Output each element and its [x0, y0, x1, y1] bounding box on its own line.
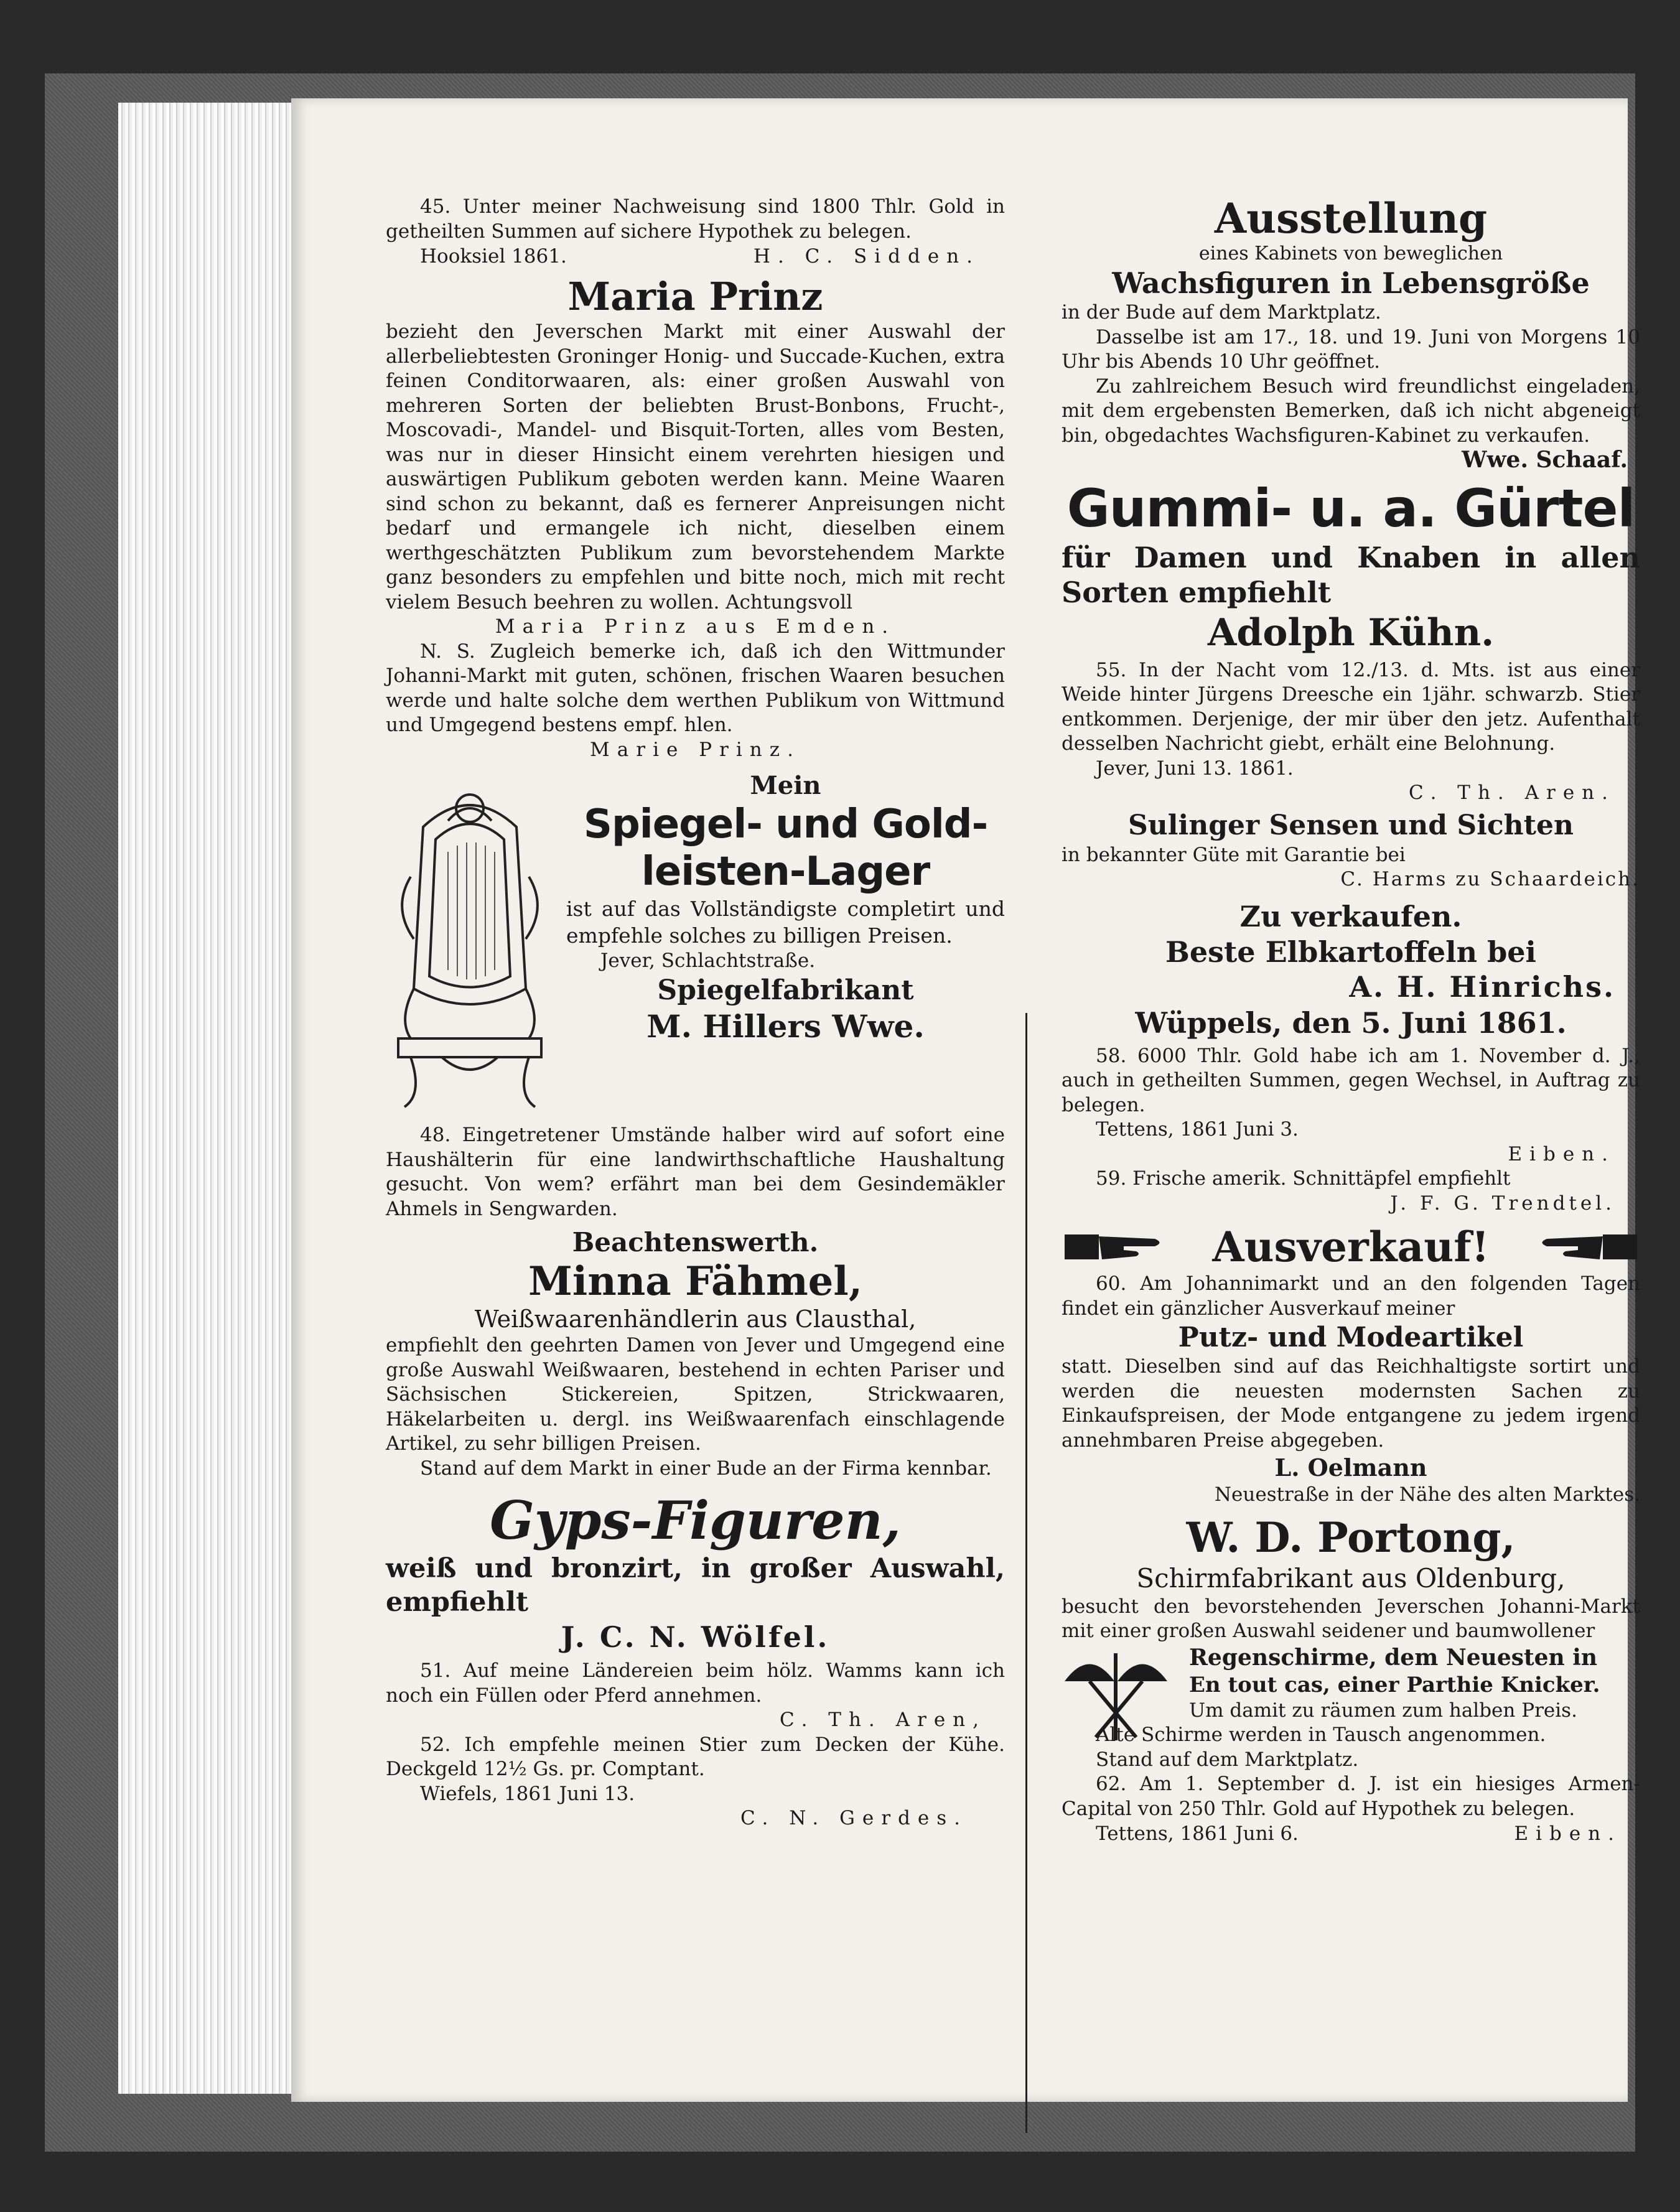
ausstellung-signer: Wwe. Schaaf. — [1462, 447, 1628, 473]
left-column — [386, 195, 1005, 1831]
ad-45-place: Hooksiel 1861. — [420, 245, 567, 268]
hillers-body: ist auf das Vollständigste completirt und empfehle solches zu billigen Preisen. — [566, 897, 1005, 948]
ausstellung-sub-1: eines Kabinets von beweglichen — [1198, 243, 1503, 264]
ausstellung-sub-2: Wachsfiguren in Lebensgröße — [1112, 266, 1590, 300]
sulinger-body: in bekannter Güte mit Garantie bei — [1062, 843, 1406, 866]
maria-prinz-ns-signer: Marie Prinz. — [590, 738, 801, 761]
faehmel-stand: Stand auf dem Markt in einer Bude an der Firma kennbar. — [420, 1457, 992, 1480]
verkaufen-place: Wüppels, den 5. Juni 1861. — [1135, 1006, 1567, 1040]
faehmel-kicker: Beachtenswerth. — [572, 1227, 819, 1258]
ad-58 — [1062, 1044, 1640, 1167]
ad-hillers — [386, 771, 1005, 1119]
guertel-title: Gummi- u. a. Gürtel — [1066, 477, 1635, 539]
gyps-name: J. C. N. Wölfel. — [561, 1620, 830, 1654]
ausverkauf-bold-1: Putz- und Modeartikel — [1178, 1322, 1524, 1353]
portong-title: W. D. Portong, — [1186, 1513, 1516, 1562]
right-column — [1062, 195, 1640, 1846]
hillers-title-1: Spiegel- und Gold- — [583, 801, 988, 847]
portong-body: besucht den bevorstehenden Jeverschen Johanni-Markt mit einer großen Auswahl seidener und baumwollener — [1062, 1595, 1640, 1642]
faehmel-subtitle: Weißwaarenhändlerin aus Clausthal, — [474, 1305, 917, 1333]
hillers-title-2: leisten-Lager — [641, 849, 930, 895]
ad-ausstellung — [1062, 195, 1640, 473]
ad-52-place: Wiefels, 1861 Juni 13. — [420, 1782, 635, 1805]
ausverkauf-body-a: 60. Am Johannimarkt und an den folgenden Tagen findet ein gänzlicher Ausverkauf meiner — [1062, 1272, 1640, 1320]
verkaufen-line: Beste Elbkartoffeln bei — [1165, 935, 1536, 969]
verkaufen-title: Zu verkaufen. — [1239, 899, 1462, 933]
portong-sub: Schirmfabrikant aus Oldenburg, — [1136, 1562, 1566, 1594]
hillers-name: M. Hillers Wwe. — [646, 1007, 925, 1045]
ad-maria-prinz — [386, 274, 1005, 762]
portong-regen: Regenschirme, dem Neuesten in — [1189, 1644, 1598, 1671]
ausstellung-title: Ausstellung — [1214, 194, 1488, 243]
pointing-hand-right-icon — [1062, 1225, 1167, 1269]
ad-51-text: 51. Auf meine Ländereien beim hölz. Wamms kann ich noch ein Füllen oder Pferd annehmen. — [386, 1659, 1005, 1707]
ad-ausverkauf — [1062, 1222, 1640, 1508]
ad-59-signer: J. F. G. Trendtel. — [1390, 1192, 1615, 1215]
guertel-sub: für Damen und Knaben in allen Sorten empfiehlt — [1062, 540, 1640, 609]
verkaufen-name: A. H. Hinrichs. — [1349, 969, 1615, 1004]
maria-prinz-signer: Maria Prinz aus Emden. — [495, 615, 896, 638]
ad-55-signer: C. Th. Aren. — [1408, 782, 1615, 804]
page-edges — [118, 103, 300, 2094]
ad-52-text: 52. Ich empfehle meinen Stier zum Decken der Kühe. Deckgeld 12½ Gs. pr. Comptant. — [386, 1733, 1005, 1780]
ad-58-signer: Eiben. — [1508, 1142, 1615, 1165]
ad-55 — [1062, 658, 1640, 806]
hillers-mein: Mein — [750, 771, 821, 800]
portong-entout: En tout cas, einer Parthie Knicker. — [1189, 1672, 1600, 1697]
ad-45-text: 45. Unter meiner Nachweisung sind 1800 Thlr. Gold in getheilten Summen auf sichere Hypothek zu belegen. — [386, 195, 1005, 243]
ad-52 — [386, 1733, 1005, 1831]
portong-line-3: Stand auf dem Marktplatz. — [1096, 1748, 1359, 1771]
ad-45 — [386, 195, 1005, 269]
ad-62-place: Tettens, 1861 Juni 6. — [1096, 1822, 1299, 1845]
pointing-hand-left-icon — [1534, 1225, 1640, 1269]
maria-prinz-body: bezieht den Jeverschen Markt mit einer Auswahl der allerbeliebtesten Groninger Honig- und Succade-Kuchen, extra feinen Conditorwaaren, als: einer großen Auswahl von mehreren Sorten der beliebten Brust-Bonbons, Frucht-, Moscovadi-, Mandel- und Bisquit-Torten, alles vom Besten, was nur in dieser Hinsicht einem verehrten hiesigen und auswärtigen Publikum geboten werden kann. Meine Waaren sind schon zu bekannt, daß es fernerer Anpreisungen nicht bedarf und ermangele ich nicht, dieselben einem werthgeschätzten Publikum zum bevorstehendem Markte ganz besonders zu empfehlen und bitte noch, mich mit recht vielem Besuch beehren zu wollen. Achtungsvoll — [386, 320, 1005, 614]
ad-verkaufen — [1062, 898, 1640, 1042]
ad-58-place: Tettens, 1861 Juni 3. — [1096, 1118, 1299, 1141]
ad-59 — [1062, 1167, 1640, 1216]
ad-62 — [1062, 1772, 1640, 1846]
ad-sulinger — [1062, 808, 1640, 892]
hillers-address: Jever, Schlachtstraße. — [600, 950, 816, 972]
ad-55-text: 55. In der Nacht vom 12./13. d. Mts. ist aus einer Weide hinter Jürgens Dreesche ein 1jähr. schwarzb. Stier entkommen. Derjenige, der mir über den jetz. Aufenthalt desselben Nachricht giebt, erhält eine Belohnung. — [1062, 658, 1640, 755]
ad-faehmel — [386, 1226, 1005, 1481]
ausverkauf-name: L. Oelmann — [1274, 1454, 1427, 1482]
ad-55-place: Jever, Juni 13. 1861. — [1096, 757, 1294, 780]
faehmel-title: Minna Fähmel, — [528, 1258, 862, 1305]
ausstellung-body-2: Zu zahlreichem Besuch wird freundlichst eingeladen, mit dem ergebensten Bemerken, daß ich nicht abgeneigt bin, obgedachtes Wachsfiguren-Kabinet zu verkaufen. — [1062, 375, 1640, 447]
ausstellung-sub-3: in der Bude auf dem Marktplatz. — [1062, 301, 1381, 324]
ad-58-text: 58. 6000 Thlr. Gold habe ich am 1. November d. J., auch in getheilten Summen, gegen Wechsel, in Auftrag zu belegen. — [1062, 1044, 1640, 1116]
ad-portong — [1062, 1513, 1640, 1773]
maria-prinz-title: Maria Prinz — [567, 274, 823, 319]
hillers-role: Spiegelfabrikant — [657, 974, 914, 1006]
ad-48-text: 48. Eingetretener Umstände halber wird auf sofort eine Haushälterin für eine landwirthschaftliche Haushaltung gesucht. Von wem? erfährt man bei dem Gesindemäkler Ahmels in Sengwarden. — [386, 1124, 1005, 1220]
umbrellas-icon — [1062, 1644, 1170, 1743]
ad-45-signer: H. C. Sidden. — [753, 245, 980, 268]
maria-prinz-ns: N. S. Zugleich bemerke ich, daß ich den Wittmunder Johanni-Markt mit guten, schönen, frischen Waaren besuchen werde und halte solche dem werthen Publikum von Wittmund und Umgegend bestens empf. hlen. — [386, 640, 1005, 736]
portong-line-1: Um damit zu räumen zum halben Preis. — [1189, 1699, 1577, 1722]
ornate-mirror-icon — [386, 783, 554, 1113]
ad-52-signer: C. N. Gerdes. — [740, 1807, 968, 1829]
guertel-name: Adolph Kühn. — [1207, 610, 1495, 655]
gyps-title: Gyps-Figuren, — [490, 1490, 901, 1551]
ausverkauf-address: Neuestraße in der Nähe des alten Marktes. — [1214, 1483, 1640, 1506]
ad-62-signer: Eiben. — [1514, 1822, 1622, 1845]
ausverkauf-title: Ausverkauf! — [1212, 1223, 1490, 1271]
sulinger-title: Sulinger Sensen und Sichten — [1128, 809, 1574, 841]
ausstellung-body-1: Dasselbe ist am 17., 18. und 19. Juni von Morgens 10 Uhr bis Abends 10 Uhr geöffnet. — [1062, 325, 1640, 373]
ausverkauf-body-b: statt. Dieselben sind auf das Reichhaltigste sortirt und werden die neuesten modernsten Sachen zu Einkaufspreisen, der Mode entgangene zu jedem irgend annehmbaren Preise abgegeben. — [1062, 1355, 1640, 1452]
newspaper-page — [291, 98, 1640, 2102]
gyps-sub: weiß und bronzirt, in großer Auswahl, empfiehlt — [386, 1553, 1005, 1618]
column-divider — [1025, 1013, 1027, 2133]
ad-62-text: 62. Am 1. September d. J. ist ein hiesiges Armen-Capital von 250 Thlr. Gold auf Hypothek zu belegen. — [1062, 1773, 1640, 1820]
ad-51 — [386, 1659, 1005, 1733]
ad-48 — [386, 1123, 1005, 1221]
sulinger-signer: C. Harms zu Schaardeich. — [1340, 868, 1640, 890]
portong-line-2: Alte Schirme werden in Tausch angenommen. — [1096, 1724, 1546, 1746]
faehmel-body: empfiehlt den geehrten Damen von Jever und Umgegend eine große Auswahl Weißwaaren, bestehend in echten Pariser und Sächsischen Stickereien, Spitzen, Strickwaaren, Häkelarbeiten u. dergl. ins Weißwaarenfach einschlagende Artikel, zu sehr billigen Preisen. — [386, 1334, 1005, 1455]
ad-guertel — [1062, 477, 1640, 656]
ad-gyps — [386, 1490, 1005, 1655]
ad-59-text: 59. Frische amerik. Schnittäpfel empfiehlt — [1096, 1167, 1511, 1190]
ad-51-signer: C. Th. Aren, — [779, 1709, 986, 1731]
